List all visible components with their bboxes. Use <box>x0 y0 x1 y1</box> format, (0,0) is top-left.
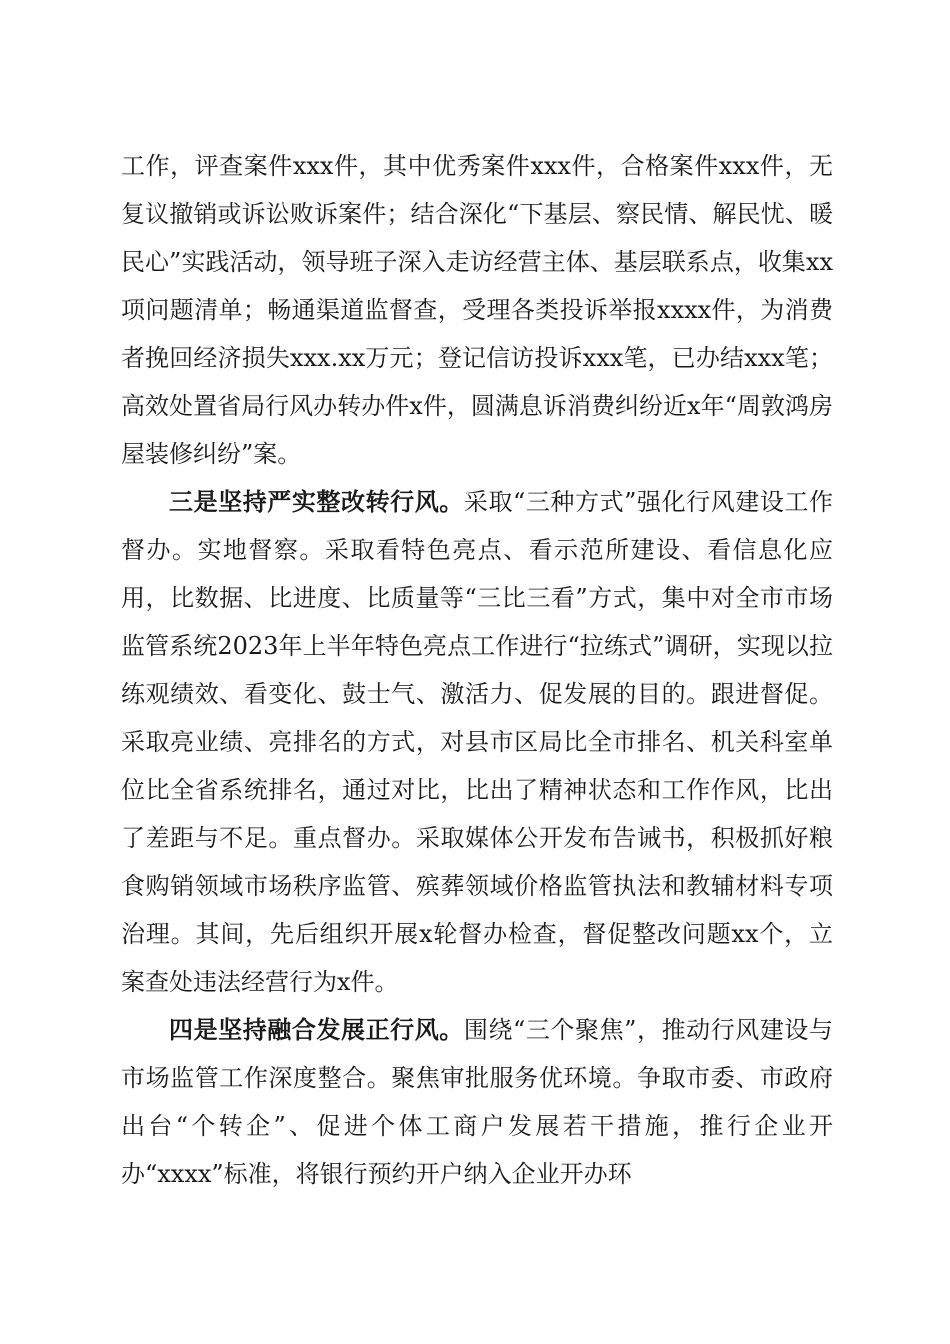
paragraph-1-text: 工作，评查案件xxx件，其中优秀案件xxx件，合格案件xxx件，无复议撤销或诉讼败诉案件；结合深化“下基层、察民情、解民忧、暖民心”实践活动，领导班子深入走访经营主体、基层联系点，收集xx项问题清单；畅通渠道监督查，受理各类投诉举报xxxx件，为消费者挽回经济损失xxx.xx万元；登记信访投诉xxx笔，已办结xxx笔；高效处置省局行风办转办件x件，圆满息诉消费纠纷近x年“周敦鸿房屋装修纠纷”案。 <box>121 152 833 468</box>
paragraph-2 <box>121 478 833 1006</box>
paragraph-2-text: 采取“三种方式”强化行风建设工作督办。实地督察。采取看特色亮点、看示范所建设、看信息化应用，比数据、比进度、比质量等“三比三看”方式，集中对全市市场监管系统2023年上半年特色亮点工作进行“拉练式”调研，实现以拉练观绩效、看变化、鼓士气、激活力、促发展的目的。跟进督促。采取亮业绩、亮排名的方式，对县市区局比全市排名、机关科室单位比全省系统排名，通过对比，比出了精神状态和工作作风，比出了差距与不足。重点督办。采取媒体公开发布告诫书，积极抓好粮食购销领域市场秩序监管、殡葬领域价格监管执法和教辅材料专项治理。其间，先后组织开展x轮督办检查，督促整改问题xx个，立案查处违法经营行为x件。 <box>121 488 833 996</box>
paragraph-3-text: 围绕“三个聚焦”，推动行风建设与市场监管工作深度整合。聚焦审批服务优环境。争取市委、市政府出台“个转企”、促进个体工商户发展若干措施，推行企业开办“xxxx”标准，将银行预约开户纳入企业开办环 <box>121 1016 833 1188</box>
paragraph-1 <box>121 142 833 478</box>
paragraph-3-heading: 四是坚持融合发展正行风。 <box>169 1015 464 1044</box>
paragraph-2-heading: 三是坚持严实整改转行风。 <box>169 487 464 516</box>
paragraph-3 <box>121 1006 833 1198</box>
document-body <box>121 142 833 1198</box>
